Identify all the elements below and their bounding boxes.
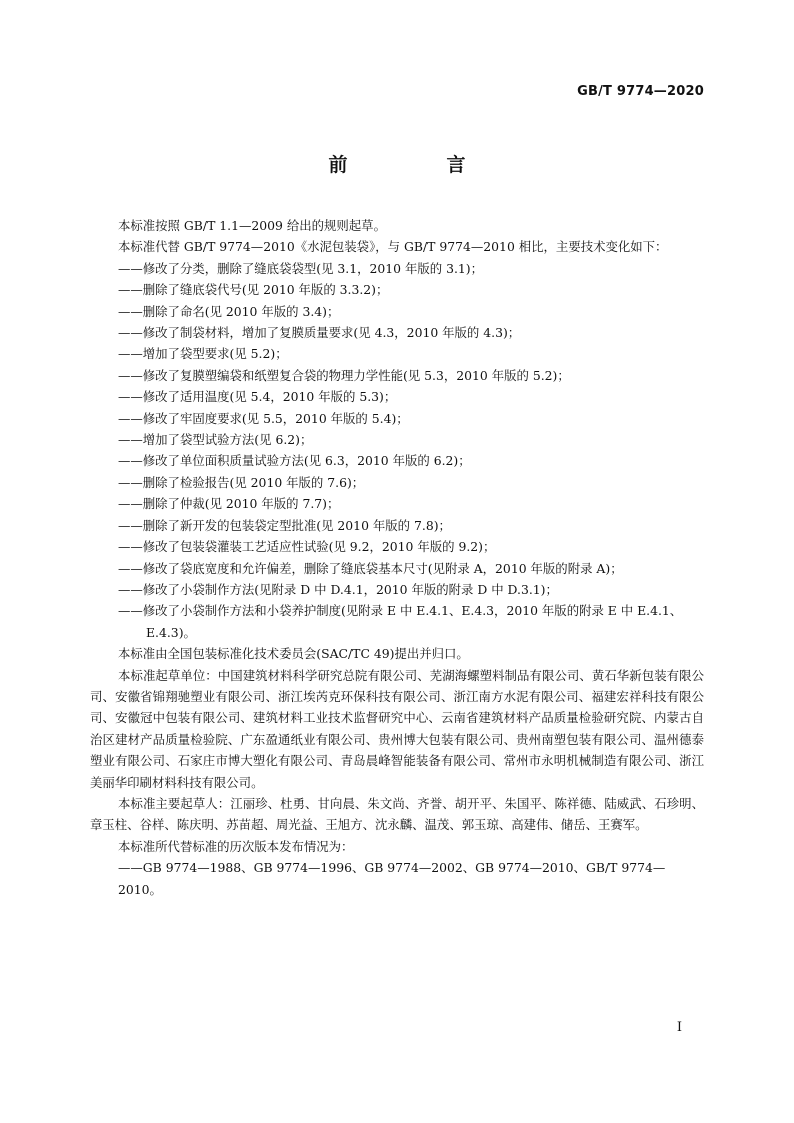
change-item: ——修改了包装袋灌装工艺适应性试验(见 9.2，2010 年版的 9.2)； — [118, 539, 496, 555]
drafting-units-paragraph: 本标准起草单位：中国建筑材料科学研究总院有限公司、芜湖海螺塑料制品有限公司、黄石华新包装有限公司、安徽省锦翔驰塑业有限公司、浙江埃芮克环保科技有限公司、浙江南方水泥有限公司、福建宏祥科技有限公司、安徽冠中包装有限公司、建筑材料工业技术监督研究中心、云南省建筑材料产品质量检验研究院、内蒙古自治区建材产品质量检验院、广东盈通纸业有限公司、贵州博大包装有限公司、贵州南塑包装有限公司、温州德泰塑业有限公司、石家庄市博大塑化有限公司、青岛晨峰智能装备有限公司、常州市永明机械制造有限公司、浙江美丽华印刷材料科技有限公司。 — [90, 667, 704, 790]
intro-line-1: 本标准按照 GB/T 1.1—2009 给出的规则起草。 — [118, 218, 386, 233]
change-item: ——修改了袋底宽度和允许偏差，删除了缝底袋基本尺寸(见附录 A，2010 年版的附录 A)； — [118, 560, 623, 576]
intro-line-2: 本标准代替 GB/T 9774—2010《水泥包装袋》，与 GB/T 9774—2010 相比，主要技术变化如下： — [118, 239, 668, 255]
history-intro: 本标准所代替标准的历次版本发布情况为： — [118, 838, 354, 854]
page-title: 前 言 — [328, 154, 506, 176]
proposer-paragraph: 本标准由全国包装标准化技术委员会(SAC/TC 49)提出并归口。 — [118, 646, 469, 662]
change-item: ——增加了袋型试验方法(见 6.2)； — [118, 432, 313, 448]
page-number: I — [676, 1020, 682, 1035]
changes-list — [118, 258, 704, 643]
change-item: ——修改了复膜塑编袋和纸塑复合袋的物理力学性能(见 5.3，2010 年版的 5.2)； — [118, 367, 570, 383]
history-list: ——GB 9774—1988、GB 9774—1996、GB 9774—2002、GB 9774—2010、GB/T 9774—2010。 — [118, 860, 666, 897]
change-item: ——修改了制袋材料，增加了复膜质量要求(见 4.3，2010 年版的 4.3)； — [118, 325, 521, 341]
change-item: ——增加了袋型要求(见 5.2)； — [118, 346, 288, 362]
change-item: ——修改了适用温度(见 5.4，2010 年版的 5.3)； — [118, 389, 397, 405]
change-item: ——修改了小袋制作方法(见附录 D 中 D.4.1，2010 年版的附录 D 中 D.3.1)； — [118, 581, 558, 597]
change-item: ——删除了缝底袋代号(见 2010 年版的 3.3.2)； — [118, 282, 389, 298]
drafters-paragraph: 本标准主要起草人：江丽珍、杜勇、甘向晨、朱文尚、齐誉、胡开平、朱国平、陈祥德、陆威武、石珍明、章玉柱、谷样、陈庆明、苏苗超、周光益、王旭方、沈永麟、温茂、郭玉琼、高建伟、储岳、王赛军。 — [90, 795, 704, 833]
change-item: ——删除了检验报告(见 2010 年版的 7.6)； — [118, 474, 365, 490]
change-item: ——删除了新开发的包装袋定型批准(见 2010 年版的 7.8)； — [118, 517, 451, 533]
change-item: ——修改了单位面积质量试验方法(见 6.3，2010 年版的 6.2)； — [118, 453, 471, 469]
standard-code: GB/T 9774—2020 — [577, 84, 704, 99]
change-item: ——修改了小袋制作方法和小袋养护制度(见附录 E 中 E.4.1、E.4.3，2010 年版的附录 E 中 E.4.1、E.4.3)。 — [118, 603, 683, 640]
change-item: ——修改了牢固度要求(见 5.5，2010 年版的 5.4)； — [118, 410, 409, 426]
change-item: ——删除了命名(见 2010 年版的 3.4)； — [118, 303, 340, 319]
change-item: ——删除了仲裁(见 2010 年版的 7.7)； — [118, 496, 340, 512]
change-item: ——修改了分类，删除了缝底袋袋型(见 3.1，2010 年版的 3.1)； — [118, 260, 484, 276]
foreword-body — [90, 215, 704, 900]
